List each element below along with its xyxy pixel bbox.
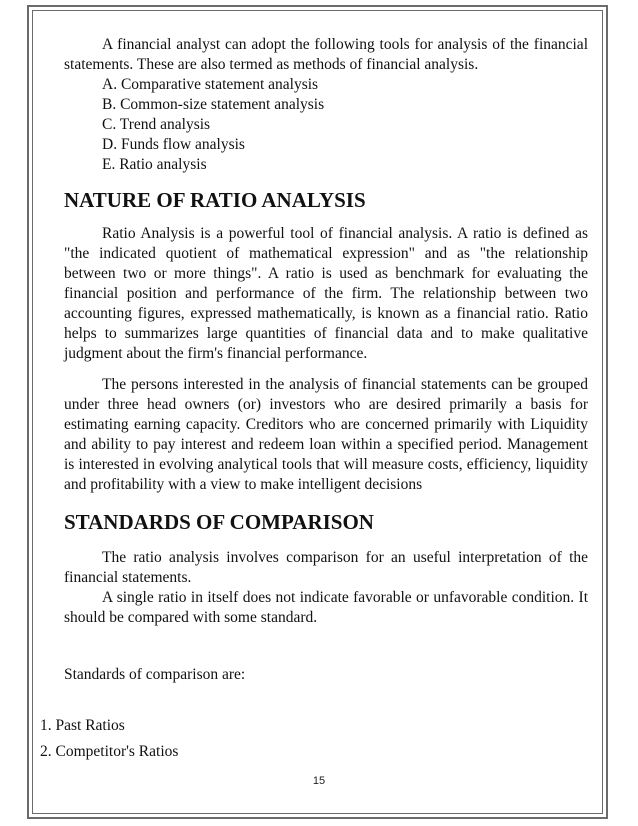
standards-heading: STANDARDS OF COMPARISON [64, 510, 374, 534]
tool-item: C. Trend analysis [102, 116, 211, 133]
standards-list-item: 1. Past Ratios [40, 717, 125, 734]
standards-paragraph-2: A single ratio in itself does not indicate favorable or unfavorable condition. It should be compared with some standard. [64, 589, 588, 626]
tool-item: E. Ratio analysis [102, 156, 207, 173]
nature-paragraph-2: The persons interested in the analysis of financial statements can be grouped under three head owners (or) investors who are desired primarily a basis for estimating earning capacity. Creditors who are concerned primarily with Liquidity and ability to pay interest and redeem loan within a specified period. Management is interested in evolving analytical tools that will measure costs, efficiency, liquidity and profitability with a view to make intelligent decisions [64, 376, 588, 493]
tool-item: A. Comparative statement analysis [102, 76, 319, 93]
tool-item: B. Common-size statement analysis [102, 96, 325, 113]
standards-list-item: 2. Competitor's Ratios [40, 743, 179, 760]
page-content [64, 35, 588, 685]
intro-paragraph: A financial analyst can adopt the following tools for analysis of the financial statements. These are also termed as methods of financial analysis. [64, 36, 588, 73]
nature-paragraph-1: Ratio Analysis is a powerful tool of financial analysis. A ratio is defined as "the indicated quotient of mathematical expression" and as "the relationship between two or more things". A ratio is used as benchmark for evaluating the financial position and performance of the firm. The relationship between two accounting figures, expressed mathematically, is known as a financial ratio. Ratio helps to summarizes large quantities of financial data and to make qualitative judgment about the firm's financial performance. [64, 225, 588, 362]
tool-item: D. Funds flow analysis [102, 136, 245, 153]
standards-paragraph-1: The ratio analysis involves comparison for an useful interpretation of the financial statements. [64, 549, 588, 586]
page-number: 15 [312, 775, 326, 787]
nature-heading: NATURE OF RATIO ANALYSIS [64, 188, 366, 212]
standards-list-intro: Standards of comparison are: [64, 666, 246, 683]
